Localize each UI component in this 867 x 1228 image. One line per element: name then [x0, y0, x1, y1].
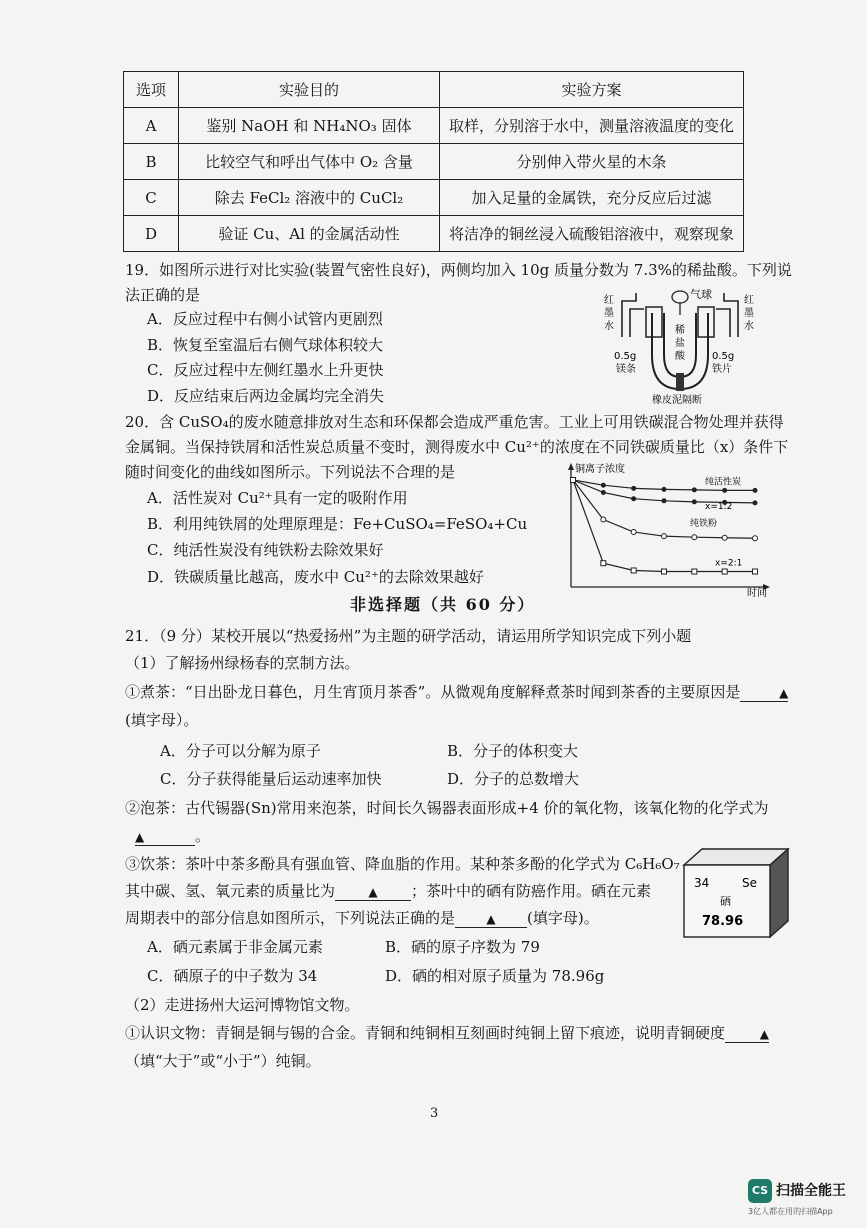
table-row [124, 144, 744, 180]
x-axis-label: 时间 [747, 588, 767, 597]
q19-option-a: A．反应过程中右侧小试管内更剧烈 [147, 310, 383, 328]
right-ink-label: 红 [744, 295, 754, 306]
answer-mark: ▲ [486, 912, 496, 926]
element-symbol: Se [742, 876, 757, 890]
q21-1-option-a: A．分子可以分解为原子 [160, 742, 321, 760]
table-cell-option: B [124, 144, 179, 180]
q21-3-line2 [125, 880, 651, 901]
right-small-tube [698, 307, 714, 337]
atomic-number: 34 [694, 876, 710, 890]
right-ink-label: 水 [744, 321, 754, 332]
left-tube [622, 293, 636, 337]
table-cell-purpose: 除去 FeCl₂ 溶液中的 CuCl₂ [179, 180, 440, 216]
q21-1-line1 [125, 681, 788, 702]
data-point [632, 486, 636, 490]
data-point [722, 569, 727, 574]
q21-3-text: 周期表中的部分信息如图所示，下列说法正确的是 [125, 909, 456, 927]
q21-4-line1 [125, 1022, 769, 1043]
q20-stem-line1: 20．含 CuSO₄的废水随意排放对生态和环保都会造成严重危害。工业上可用铁碳混合物处理并获得 [125, 413, 784, 431]
data-point [632, 497, 636, 501]
y-axis-arrow [568, 463, 574, 470]
divider-label: 橡皮泥隔断 [652, 395, 702, 405]
concentration-chart [555, 462, 785, 597]
balloon-label: 气球 [690, 288, 712, 301]
table-header: 实验方案 [440, 72, 744, 108]
data-point [631, 530, 636, 535]
left-metal-label: 0.5g [614, 351, 637, 362]
right-metal-label: 0.5g [712, 351, 735, 362]
q21-1-line2: (填字母）。 [125, 711, 199, 729]
selenium-element-card [680, 845, 790, 943]
data-point [631, 568, 636, 573]
table-cell-purpose: 比较空气和呼出气体中 O₂ 含量 [179, 144, 440, 180]
q21-intro: 21．（9 分）某校开展以“热爱扬州”为主题的研学活动，请运用所学知识完成下列小题 [125, 627, 692, 645]
right-metal-label: 铁片 [712, 364, 732, 375]
table-cell-plan: 加入足量的金属铁，充分反应后过滤 [440, 180, 744, 216]
q19-option-d: D．反应结束后两边金属均完全消失 [147, 387, 385, 405]
data-point [662, 499, 666, 503]
left-ink-label: 水 [604, 321, 614, 332]
table-cell-purpose: 鉴别 NaOH 和 NH₄NO₃ 固体 [179, 108, 440, 144]
table-cell-purpose: 验证 Cu、Al 的金属活动性 [179, 216, 440, 252]
data-point [692, 535, 697, 540]
data-point [662, 487, 666, 491]
data-point [601, 517, 606, 522]
table-cell-option: A [124, 108, 179, 144]
q21-1-text: ①煮茶：“日出卧龙日暮色，月生宵顶月茶香”。从微观角度解释煮茶时闻到茶香的主要原因是 [125, 683, 741, 701]
page-number: 3 [430, 1106, 439, 1121]
q20-stem-line2: 金属铜。当保持铁屑和活性炭总质量不变时，测得废水中 Cu²⁺的浓度在不同铁碳质量比（x）条件下 [125, 438, 789, 456]
acid-label: 酸 [675, 351, 685, 362]
q21-part1: （1）了解扬州绿杨春的烹制方法。 [125, 654, 360, 672]
table-header: 实验目的 [179, 72, 440, 108]
q21-1-option-c: C．分子获得能量后运动速率加快 [160, 770, 382, 788]
q21-4-line2: （填“大于”或“小于”）纯铜。 [125, 1052, 321, 1070]
q21-3-text: 其中碳、氢、氧元素的质量比为 [125, 882, 336, 900]
section-title: 非选择题（共 60 分） [350, 595, 536, 614]
table-cell-plan: 分别伸入带火星的木条 [440, 144, 744, 180]
answer-mark: ▲ [135, 830, 145, 844]
brand-name: 扫描全能王 [776, 1183, 846, 1199]
q19-option-c: C．反应过程中左侧红墨水上升更快 [147, 361, 384, 379]
table-row [124, 216, 744, 252]
q21-3-option-d: D．硒的相对原子质量为 78.96g [385, 967, 605, 985]
data-point [662, 534, 667, 539]
series-label: 纯活性炭 [705, 477, 742, 488]
data-point [692, 569, 697, 574]
q20-option-d: D．铁碳质量比越高，废水中 Cu²⁺的去除效果越好 [147, 568, 484, 586]
answer-blank[interactable] [740, 683, 788, 702]
data-point [662, 569, 667, 574]
q20-option-a: A．活性炭对 Cu²⁺具有一定的吸附作用 [147, 489, 408, 507]
q21-4-text: ①认识文物：青铜是铜与锡的合金。青铜和纯铜相互刻画时纯铜上留下痕迹，说明青铜硬度 [125, 1024, 726, 1042]
q20-stem-line3: 随时间变化的曲线如图所示。下列说法不合理的是 [125, 463, 456, 481]
q21-3-line1: ③饮茶：茶叶中茶多酚具有强血管、降血脂的作用。某种茶多酚的化学式为 C₆H₆O₇ [125, 855, 680, 873]
table-cell-plan: 将洁净的铜丝浸入硫酸铝溶液中，观察现象 [440, 216, 744, 252]
experiment-table [123, 71, 744, 252]
q21-1-option-d: D．分子的总数增大 [447, 770, 580, 788]
answer-blank[interactable] [725, 1024, 769, 1043]
left-ink-label: 红 [604, 295, 614, 306]
answer-blank[interactable] [135, 827, 195, 846]
q20-option-b: B．利用纯铁屑的处理原理是：Fe+CuSO₄=FeSO₄+Cu [147, 515, 528, 533]
answer-blank[interactable] [335, 882, 411, 901]
answer-mark: ▲ [759, 1027, 770, 1041]
series-label: x=1:2 [705, 501, 733, 512]
data-point [753, 536, 758, 541]
left-tube-inner [630, 309, 644, 337]
q19-option-b: B．恢复至室温后右侧气球体积较大 [147, 336, 384, 354]
right-tube [724, 293, 738, 337]
q19-stem-line1: 19．如图所示进行对比实验(装置气密性良好)，两侧均加入 10g 质量分数为 7.3%的稀盐酸。下列说 [125, 261, 792, 279]
series-label: x=2:1 [715, 558, 743, 569]
q21-2-line1: ②泡茶：古代锡器(Sn)常用来泡茶，时间长久锡器表面形成+4 价的氧化物，该氧化物的化学式为 [125, 799, 769, 817]
q21-3-option-c: C．硒原子的中子数为 34 [147, 967, 318, 985]
series-label: 纯铁粉 [690, 519, 718, 530]
y-axis-label: 铜离子浓度 [575, 464, 625, 475]
table-row [124, 108, 744, 144]
acid-label: 盐 [675, 338, 685, 349]
table-header-row [124, 72, 744, 108]
q19-stem-line2: 法正确的是 [125, 286, 201, 304]
q21-3-line3 [125, 907, 599, 928]
q21-1-option-b: B．分子的体积变大 [447, 742, 579, 760]
table-header: 选项 [124, 72, 179, 108]
acid-label: 稀 [675, 325, 685, 336]
clay-divider [676, 373, 684, 391]
data-point [601, 490, 605, 494]
left-small-tube [646, 307, 662, 337]
q21-3-text: (填字母)。 [527, 909, 599, 927]
data-point [722, 535, 727, 540]
right-tube-inner [716, 309, 730, 337]
q21-3-option-b: B．硒的原子序数为 79 [385, 938, 540, 956]
answer-mark: ▲ [368, 885, 378, 899]
answer-mark: ▲ [779, 686, 789, 700]
data-point [601, 483, 605, 487]
q21-2-blank-line: ▲ 。 [135, 827, 211, 845]
apparatus-figure [600, 285, 760, 405]
brand-tagline: 3亿人都在用的扫描App [748, 1207, 833, 1216]
data-point [753, 488, 757, 492]
atomic-mass: 78.96 [702, 914, 744, 929]
q21-3-text: ；茶叶中的硒有防癌作用。硒在元素 [411, 882, 652, 900]
left-metal-label: 镁条 [616, 364, 636, 375]
table-cell-option: C [124, 180, 179, 216]
table-cell-plan: 取样，分别溶于水中，测量溶液温度的变化 [440, 108, 744, 144]
camscanner-watermark [746, 1176, 858, 1220]
answer-blank[interactable] [455, 909, 527, 928]
q21-part2: （2）走进扬州大运河博物馆文物。 [125, 996, 360, 1014]
data-point [723, 488, 727, 492]
data-point [692, 500, 696, 504]
table-row [124, 180, 744, 216]
element-name: 硒 [720, 895, 731, 908]
data-point [601, 561, 606, 566]
q21-3-option-a: A．硒元素属于非金属元素 [147, 938, 323, 956]
camscanner-logo-icon: CS [748, 1179, 772, 1203]
data-point [753, 569, 758, 574]
data-point [753, 501, 757, 505]
left-ink-label: 墨 [604, 308, 614, 319]
balloon-shape [672, 291, 688, 303]
table-cell-option: D [124, 216, 179, 252]
data-point [571, 478, 576, 483]
q20-option-c: C．纯活性炭没有纯铁粉去除效果好 [147, 541, 384, 559]
right-ink-label: 墨 [744, 308, 754, 319]
data-point [692, 488, 696, 492]
